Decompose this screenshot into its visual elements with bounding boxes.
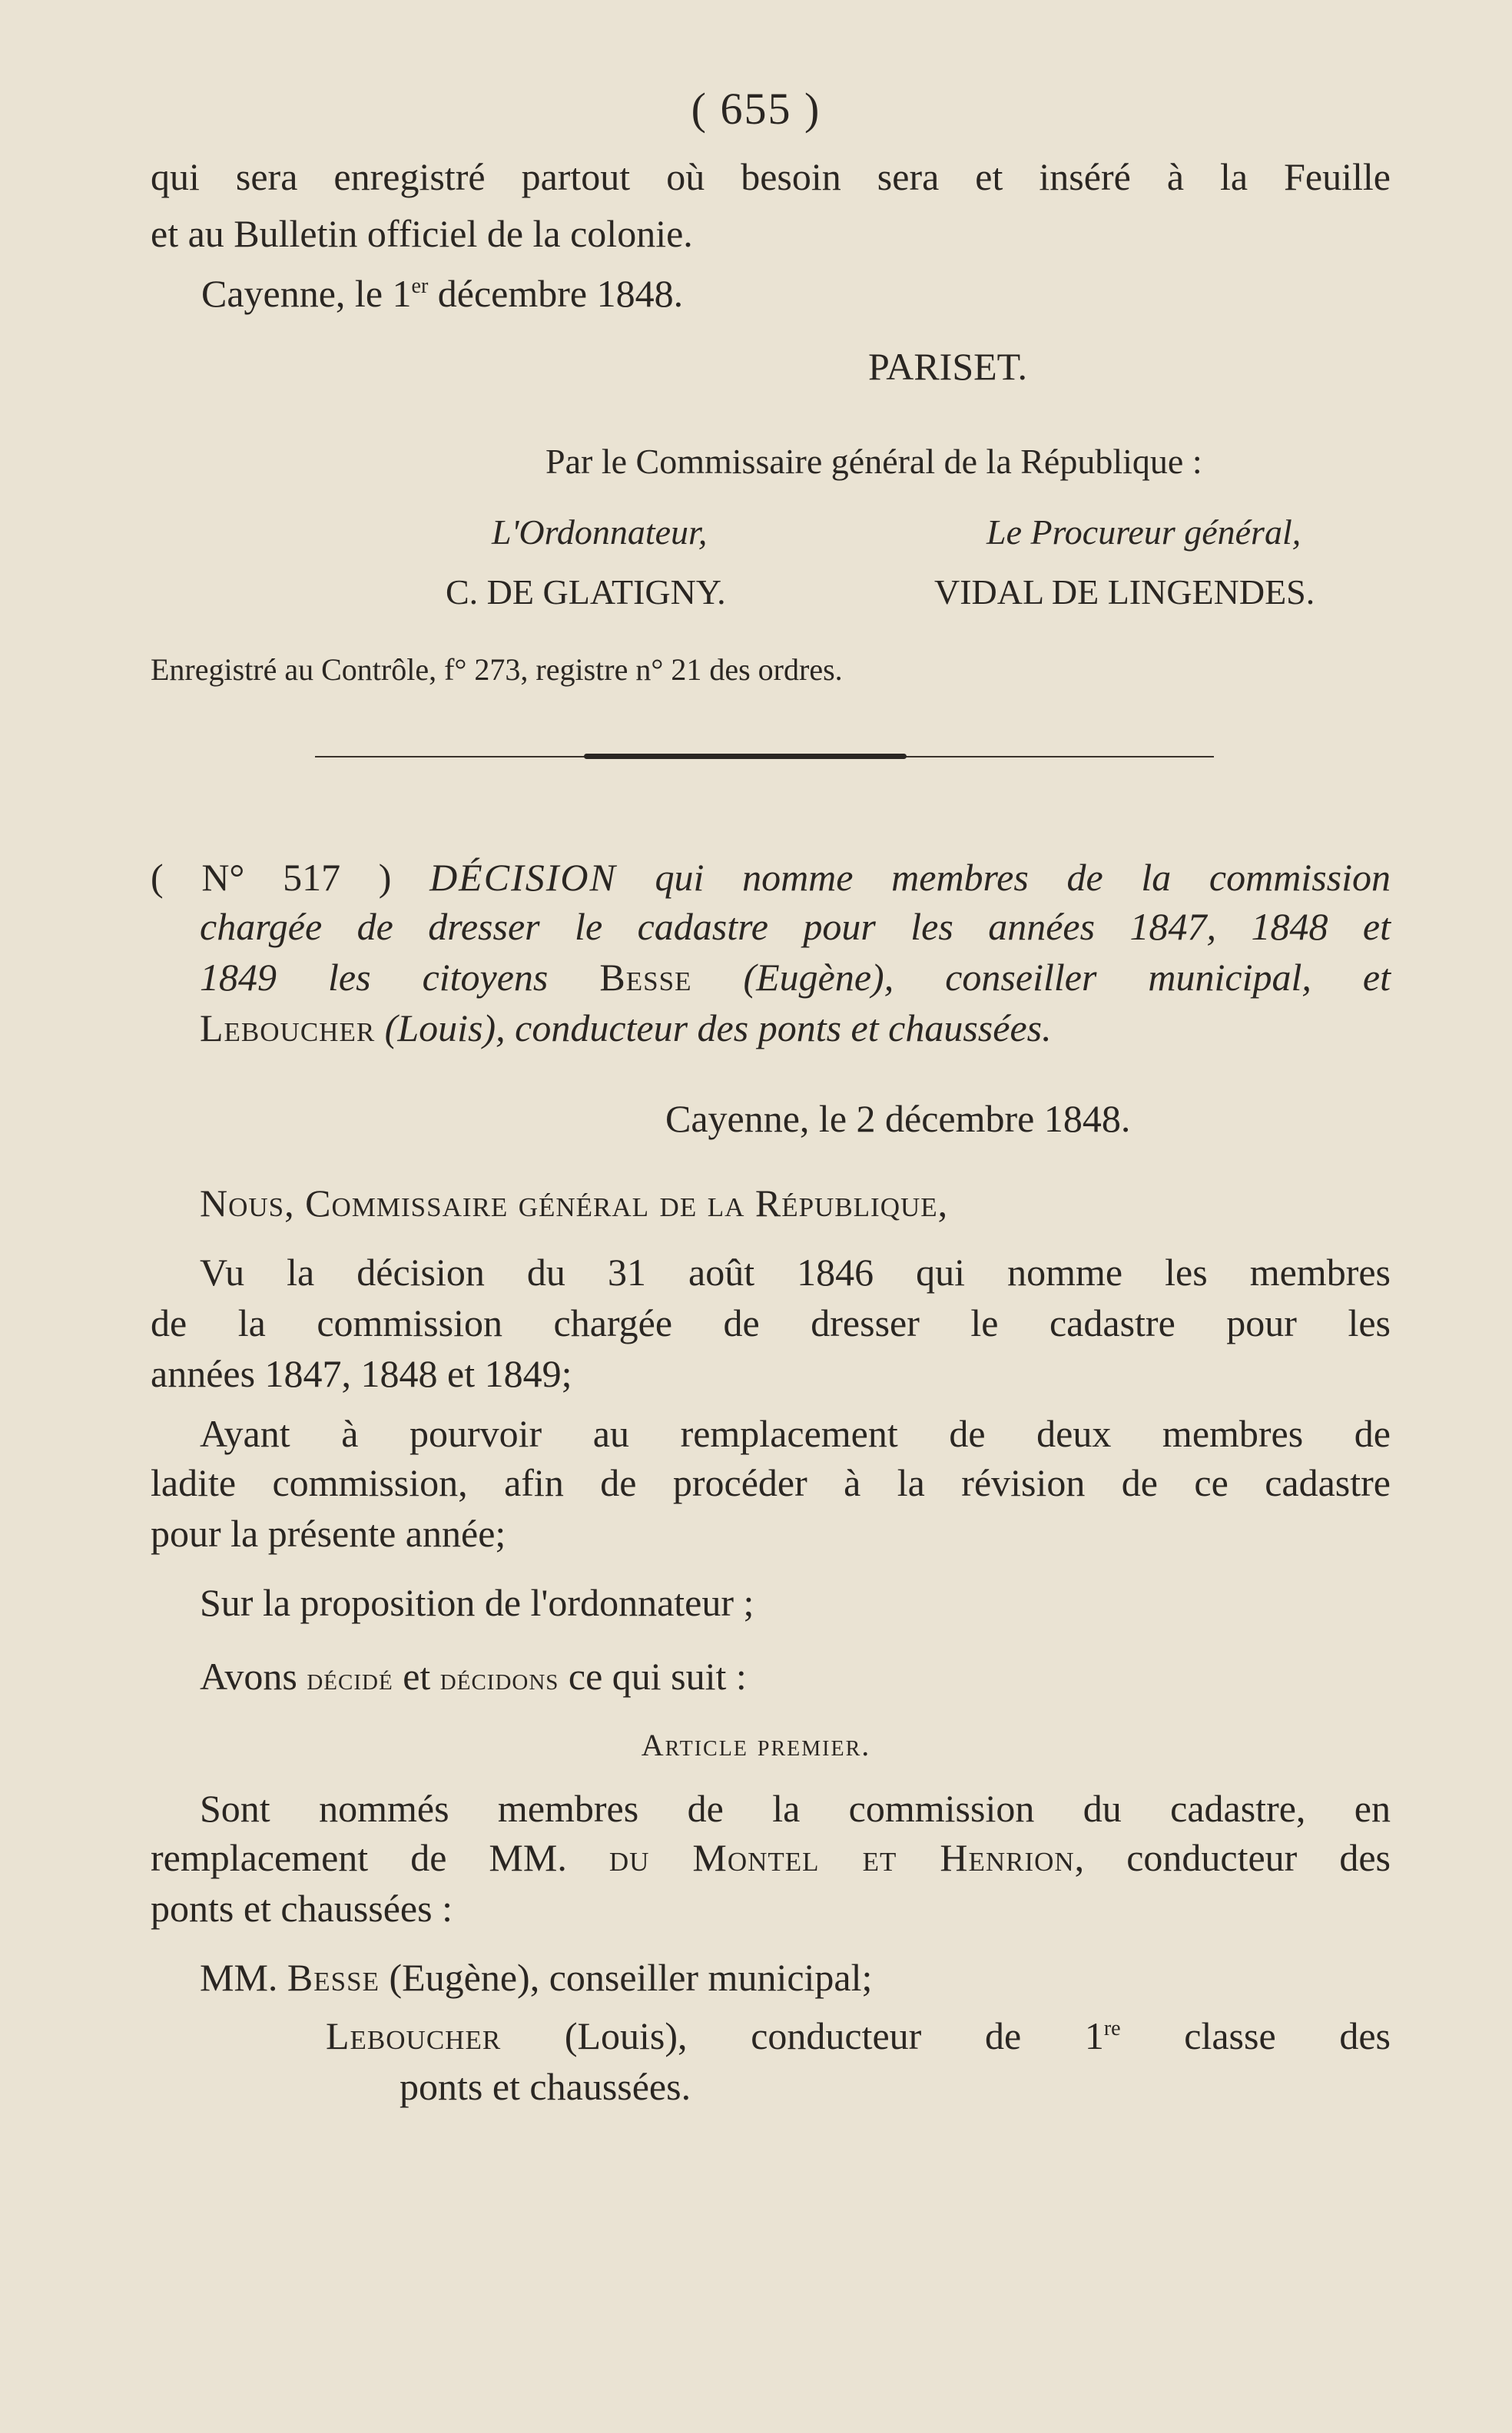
leboucher-line-1: Leboucher (Louis), conducteur de 1re classe des	[326, 2014, 1391, 2057]
mm-besse-line: MM. Besse (Eugène), conseiller municipal;	[200, 1956, 873, 1999]
ordonnateur-title: L'Ordonnateur,	[492, 512, 708, 552]
intro-line-2: et au Bulletin officiel de la colonie.	[151, 212, 693, 255]
procureur-name: VIDAL DE LINGENDES.	[934, 572, 1315, 612]
section-divider-accent	[584, 754, 907, 759]
decision-date: Cayenne, le 2 décembre 1848.	[665, 1097, 1131, 1140]
sont-line-3: ponts et chaussées :	[151, 1887, 453, 1930]
vu-line-3: années 1847, 1848 et 1849;	[151, 1352, 572, 1395]
sur-la-proposition: Sur la proposition de l'ordonnateur ;	[200, 1581, 754, 1624]
page-number: ( 655 )	[691, 84, 821, 134]
signature-pariset: PARISET.	[868, 345, 1028, 388]
sont-line-1: Sont nommés membres de la commission du cadastre, en	[200, 1787, 1391, 1830]
article-premier: Article premier.	[641, 1728, 871, 1762]
ayant-line-2: ladite commission, afin de procéder à la révision de ce cadastre	[151, 1461, 1391, 1504]
vu-line-1: Vu la décision du 31 août 1846 qui nomme les membres	[200, 1251, 1391, 1294]
intro-date: Cayenne, le 1er décembre 1848.	[201, 272, 684, 315]
sont-line-2: remplacement de MM. du Montel et Henrion, conducteur des	[151, 1836, 1391, 1879]
decision-heading-line-3: 1849 les citoyens Besse (Eugène), conseiller municipal, et	[200, 956, 1391, 999]
vu-line-2: de la commission chargée de dresser le cadastre pour les	[151, 1301, 1391, 1344]
decision-heading-line-1: ( N° 517 ) DÉCISION qui nomme membres de la commission	[151, 856, 1391, 899]
ordonnateur-name: C. DE GLATIGNY.	[446, 572, 726, 612]
avons-decide: Avons décidé et décidons ce qui suit :	[200, 1655, 747, 1698]
intro-line-1: qui sera enregistré partout où besoin sera et inséré à la Feuille	[151, 155, 1391, 198]
decision-heading-line-2: chargée de dresser le cadastre pour les années 1847, 1848 et	[200, 905, 1391, 948]
ayant-line-3: pour la présente année;	[151, 1512, 506, 1555]
registration-note: Enregistré au Contrôle, f° 273, registre n° 21 des ordres.	[151, 652, 843, 687]
decision-heading-line-4: Leboucher (Louis), conducteur des ponts et chaussées.	[200, 1006, 1052, 1049]
nous-line: Nous, Commissaire général de la République,	[200, 1182, 949, 1225]
leboucher-line-2: ponts et chaussées.	[400, 2065, 691, 2108]
procureur-title: Le Procureur général,	[986, 512, 1301, 552]
par-le-commissaire: Par le Commissaire général de la République :	[545, 442, 1202, 481]
ayant-line-1: Ayant à pourvoir au remplacement de deux membres de	[200, 1412, 1391, 1455]
